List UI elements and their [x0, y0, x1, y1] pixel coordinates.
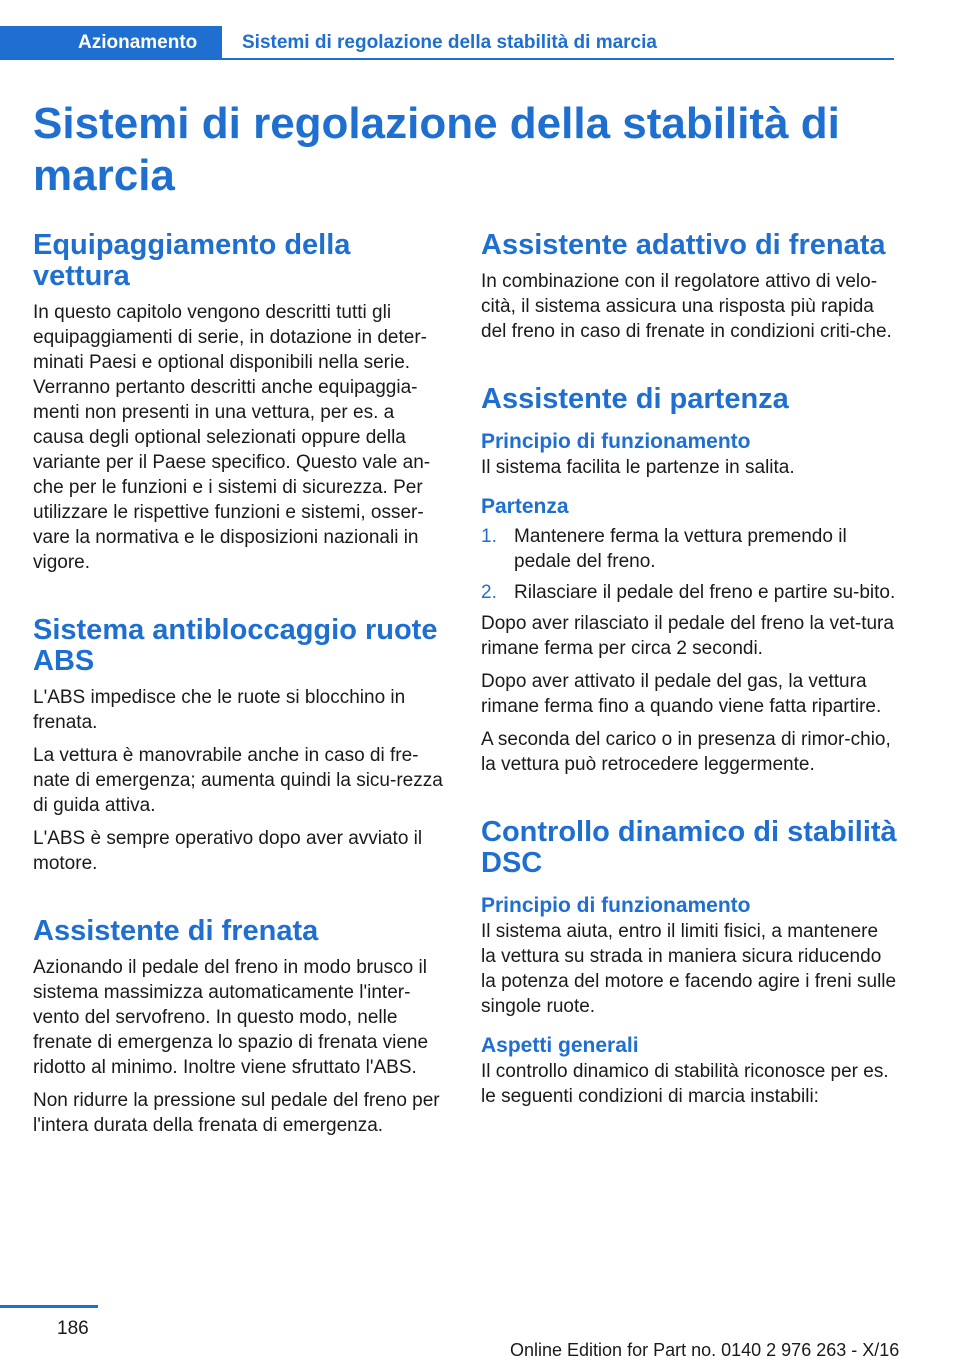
- step-text: Rilasciare il pedale del freno e partire su-bito.: [514, 582, 896, 603]
- start-paragraph-2: Dopo aver attivato il pedale del gas, la vettura rimane ferma fino a quando viene fatta ripartire.: [481, 671, 882, 717]
- step-number: 1.: [481, 526, 497, 547]
- left-column: [33, 230, 449, 1138]
- abs-paragraph-1: L'ABS impedisce che le ruote si blocchino in frenata.: [33, 687, 406, 733]
- start-principle-heading: Principio di funzionamento: [481, 430, 751, 453]
- page-header: [0, 26, 894, 62]
- dsc-heading: Controllo dinamico di stabilità DSC: [481, 816, 897, 879]
- start-subheading: Partenza: [481, 495, 569, 518]
- abs-heading: Sistema antibloccaggio ruote ABS: [33, 614, 438, 677]
- edition-note: Online Edition for Part no. 0140 2 976 263 - X/16: [510, 1340, 900, 1360]
- list-item: [481, 524, 897, 574]
- header-rule: [222, 58, 894, 60]
- start-assist-heading: Assistente di partenza: [481, 383, 789, 415]
- equipment-heading: Equipaggiamento della vettura: [33, 229, 351, 292]
- start-steps-list: [481, 524, 897, 605]
- dsc-principle-text: Il sistema aiuta, entro il limiti fisici, a mantenere la vettura su strada in maniera sicura riducendo la potenza del motore e facendo agire i freni sulle singole ruote.: [481, 921, 897, 1017]
- adaptive-brake-text: In combinazione con il regolatore attivo di velo-cità, il sistema assicura una risposta più rapida del freno in caso di frenate in condizioni criti-che.: [481, 271, 892, 342]
- abs-paragraph-3: L'ABS è sempre operativo dopo aver avviato il motore.: [33, 828, 423, 874]
- dsc-principle-heading: Principio di funzionamento: [481, 894, 751, 917]
- brake-assist-heading: Assistente di frenata: [33, 915, 319, 947]
- start-principle-text: Il sistema facilita le partenze in salita.: [481, 457, 795, 478]
- footer-rule: [0, 1305, 98, 1308]
- page-number: 186: [57, 1318, 89, 1339]
- step-number: 2.: [481, 582, 497, 603]
- right-column: [481, 230, 897, 1109]
- dsc-general-heading: Aspetti generali: [481, 1034, 639, 1057]
- list-item: [481, 580, 897, 605]
- abs-paragraph-2: La vettura è manovrabile anche in caso di fre-nate di emergenza; aumenta quindi la sicu-rezza di guida attiva.: [33, 745, 443, 816]
- start-paragraph-1: Dopo aver rilasciato il pedale del freno la vet-tura rimane ferma per circa 2 secondi.: [481, 613, 894, 659]
- adaptive-brake-heading: Assistente adattivo di frenata: [481, 229, 886, 261]
- equipment-text: In questo capitolo vengono descritti tutti gli equipaggiamenti di serie, in dotazione in deter-minati Paesi e optional disponibili nella serie. Verranno pertanto descritti anche equipaggia-menti non presenti in una vettura, per es. a causa degli optional selezionati oppure della variante per il Paese specifico. Questo vale an-che per le funzioni e i sistemi di sicurezza. Per utilizzare le rispettive funzioni e sistemi, osser-vare la normativa e le disposizioni nazionali in vigore.: [33, 302, 431, 573]
- brake-assist-paragraph-1: Azionando il pedale del freno in modo brusco il sistema massimizza automaticamente l'inter-vento del servofreno. In questo modo, nelle frenate di emergenza lo spazio di frenata viene ridotto al minimo. Inoltre viene sfruttato l'ABS.: [33, 957, 429, 1078]
- breadcrumb: Sistemi di regolazione della stabilità di marcia: [242, 32, 657, 53]
- start-paragraph-3: A seconda del carico o in presenza di rimor-chio, la vettura può retrocedere leggermente.: [481, 729, 891, 775]
- brake-assist-paragraph-2: Non ridurre la pressione sul pedale del freno per l'intera durata della frenata di emergenza.: [33, 1090, 440, 1136]
- section-tab: Azionamento: [0, 26, 222, 60]
- page-title: Sistemi di regolazione della stabilità di marcia: [33, 99, 840, 200]
- step-text: Mantenere ferma la vettura premendo il pedale del freno.: [514, 526, 847, 572]
- dsc-general-text: Il controllo dinamico di stabilità riconosce per es. le seguenti condizioni di marcia instabili:: [481, 1061, 889, 1107]
